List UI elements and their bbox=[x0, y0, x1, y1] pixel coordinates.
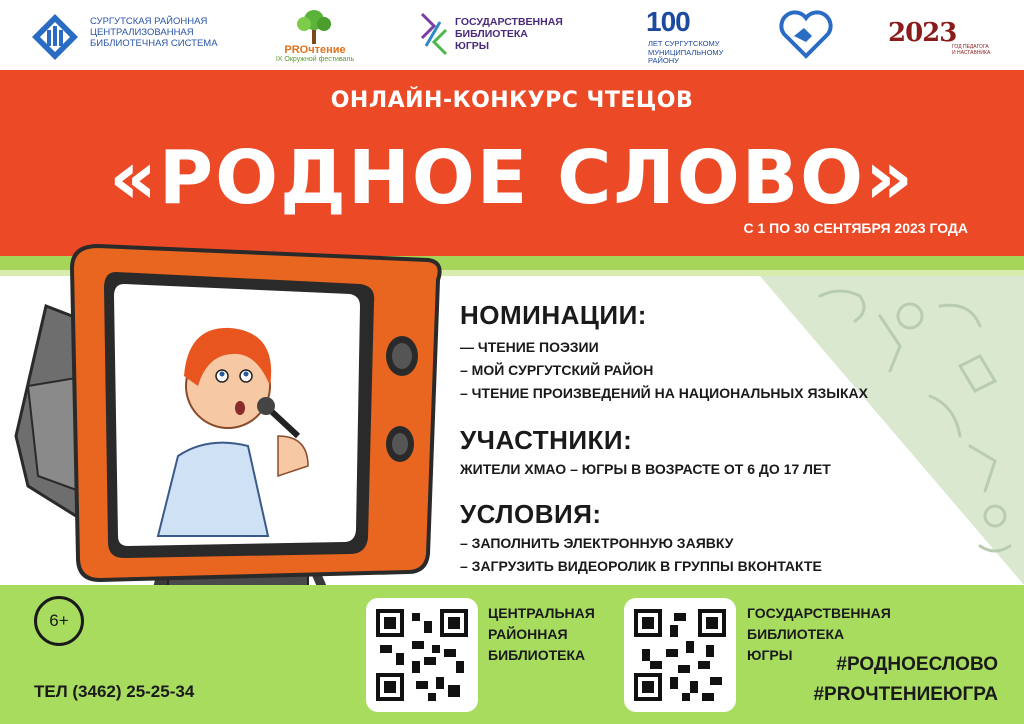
hashtag: #РОДНОЕСЛОВО bbox=[836, 654, 998, 675]
qr-code-icon bbox=[634, 608, 726, 702]
prochtenie-subtitle: IX Окружной фестиваль bbox=[275, 56, 355, 63]
contest-subtitle: ОНЛАЙН-КОНКУРС ЧТЕЦОВ bbox=[330, 88, 694, 113]
state-library-label: ГОСУДАРСТВЕННАЯ БИБЛИОТЕКА ЮГРЫ bbox=[747, 605, 891, 663]
age-rating-badge: 6+ bbox=[34, 596, 84, 646]
tree-icon bbox=[292, 8, 336, 44]
contest-title: «РОДНОЕ СЛОВО» bbox=[109, 135, 915, 221]
prochtenie-title: PROчтение bbox=[284, 44, 346, 56]
conditions-heading: УСЛОВИЯ: bbox=[460, 499, 602, 529]
nomination-item: – МОЙ СУРГУТСКИЙ РАЙОН bbox=[460, 362, 654, 378]
petroglyph-decoration bbox=[760, 276, 1024, 585]
qr-code-icon bbox=[376, 608, 468, 702]
qr-code-card[interactable] bbox=[366, 598, 478, 712]
nomination-item: – ЧТЕНИЕ ПРОИЗВЕДЕНИЙ НА НАЦИОНАЛЬНЫХ ЯЗЫКАХ bbox=[460, 385, 868, 401]
nomination-item: — ЧТЕНИЕ ПОЭЗИИ bbox=[460, 339, 599, 355]
nominations-heading: НОМИНАЦИИ: bbox=[460, 300, 647, 330]
cbs-logo-text: СУРГУТСКАЯ РАЙОННАЯ ЦЕНТРАЛИЗОВАННАЯ БИБЛИОТЕЧНАЯ СИСТЕМА bbox=[90, 16, 218, 49]
qr-code-card[interactable] bbox=[624, 598, 736, 712]
hashtag: #PROЧТЕНИЕЮГРА bbox=[813, 684, 998, 705]
gbu-logo-text: ГОСУДАРСТВЕННАЯ БИБЛИОТЕКА ЮГРЫ bbox=[455, 16, 563, 52]
condition-item: – ЗАГРУЗИТЬ ВИДЕОРОЛИК В ГРУППЫ ВКОНТАКТЕ bbox=[460, 558, 822, 574]
condition-item: – ЗАПОЛНИТЬ ЭЛЕКТРОННУЮ ЗАЯВКУ bbox=[460, 535, 734, 551]
phone-number: ТЕЛ (3462) 25-25-34 bbox=[34, 682, 195, 701]
hundred-number: 100 bbox=[646, 6, 690, 37]
cbs-logo-icon bbox=[30, 12, 80, 62]
participants-heading: УЧАСТНИКИ: bbox=[460, 425, 633, 455]
participants-text: ЖИТЕЛИ ХМАО – ЮГРЫ В ВОЗРАСТЕ ОТ 6 ДО 17 ЛЕТ bbox=[460, 461, 831, 477]
gbu-logo-icon bbox=[420, 10, 448, 58]
year-logo-caption: ГОД ПЕДАГОГА И НАСТАВНИКА bbox=[952, 44, 991, 56]
hundred-text: ЛЕТ СУРГУТСКОМУ МУНИЦИПАЛЬНОМУ РАЙОНУ bbox=[648, 39, 724, 65]
contest-dates: С 1 ПО 30 СЕНТЯБРЯ 2023 ГОДА bbox=[743, 220, 968, 236]
heart-handshake-icon bbox=[778, 10, 834, 60]
year-logo-number: 2023 bbox=[888, 18, 957, 48]
central-library-label: ЦЕНТРАЛЬНАЯ РАЙОННАЯ БИБЛИОТЕКА bbox=[488, 605, 595, 663]
logo-strip bbox=[0, 0, 1024, 70]
